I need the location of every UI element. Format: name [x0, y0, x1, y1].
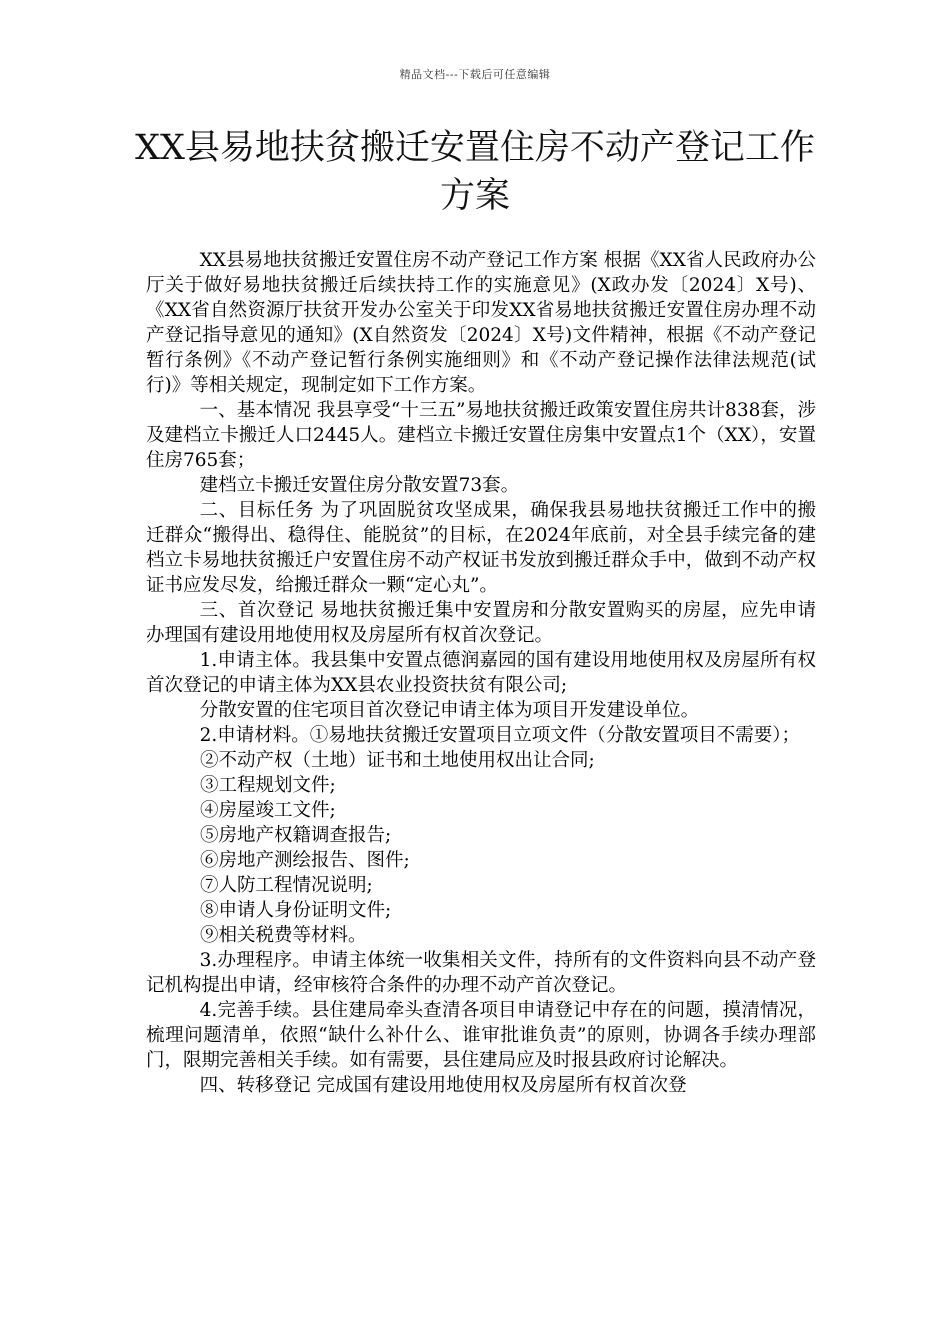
document-title: XX县易地扶贫搬迁安置住房不动产登记工作方案 [135, 128, 815, 216]
material-item: ⑨相关税费等材料。 [200, 925, 367, 946]
item-application-subject: 1.申请主体。我县集中安置点德润嘉园的国有建设用地使用权及房屋所有权首次登记的申请主体为XX县农业投资扶贫有限公司; [146, 650, 816, 696]
material-item: ②不动产权（土地）证书和土地使用权出让合同; [200, 750, 595, 771]
item-application-materials: 2.申请材料。①易地扶贫搬迁安置项目立项文件（分散安置项目不需要）； [199, 725, 801, 746]
item-complete-procedures: 4.完善手续。县住建局牵头查清各项目申请登记中存在的问题，摸清情况，梳理问题清单，依照“缺什么补什么、谁审批谁负责”的原则，协调各手续办理部门，限期完善相关手续。如有需要，县住建局应及时报县政府讨论解决。 [146, 1000, 816, 1071]
material-item: ⑥房地产测绘报告、图件; [200, 850, 410, 871]
material-item: ⑤房地产权籍调查报告; [200, 825, 392, 846]
intro-paragraph: XX县易地扶贫搬迁安置住房不动产登记工作方案 根据《XX省人民政府办公厅关于做好易地扶贫搬迁后续扶持工作的实施意见》(X政办发〔2024〕X号)、《XX省自然资源厅扶贫开发办公室关于印发XX省易地扶贫搬迁安置住房办理不动产登记指导意见的通知》(X自然资发〔2024〕X号)文件精神，根据《不动产登记暂行条例》《不动产登记暂行条例实施细则》和《不动产登记操作法律法规范(试行)》等相关规定，现制定如下工作方案。 [146, 250, 816, 396]
section-basic-situation: 一、基本情况 我县享受“十三五”易地扶贫搬迁政策安置住房共计838套，涉及建档立卡搬迁人口2445人。建档立卡搬迁安置住房集中安置点1个（XX），安置住房765套； [146, 400, 816, 471]
section-target-tasks: 二、目标任务 为了巩固脱贫攻坚成果，确保我县易地扶贫搬迁工作中的搬迁群众“搬得出、稳得住、能脱贫”的目标，在2024年底前，对全县手续完备的建档立卡易地扶贫搬迁户安置住房不动产权证书发放到搬迁群众手中，做到不动产权证书应发尽发，给搬迁群众一颗“定心丸”。 [146, 500, 816, 596]
section-first-registration: 三、首次登记 易地扶贫搬迁集中安置房和分散安置购买的房屋，应先申请办理国有建设用地使用权及房屋所有权首次登记。 [146, 600, 816, 646]
document-body [146, 248, 816, 1098]
paragraph-scattered-subject: 分散安置的住宅项目首次登记申请主体为项目开发建设单位。 [199, 700, 700, 721]
item-procedure: 3.办理程序。申请主体统一收集相关文件，持所有的文件资料向县不动产登记机构提出申请，经审核符合条件的办理不动产首次登记。 [146, 950, 816, 996]
material-item: ⑦人防工程情况说明; [200, 875, 373, 896]
header-note: 精品文档---下载后可任意编辑 [399, 68, 551, 81]
section-transfer-registration: 四、转移登记 完成国有建设用地使用权及房屋所有权首次登 [199, 1075, 687, 1096]
material-item: ⑧申请人身份证明文件; [200, 900, 392, 921]
paragraph-scattered-housing: 建档立卡搬迁安置住房分散安置73套。 [199, 475, 520, 496]
material-item: ③工程规划文件; [200, 775, 336, 796]
material-item: ④房屋竣工文件; [200, 800, 336, 821]
